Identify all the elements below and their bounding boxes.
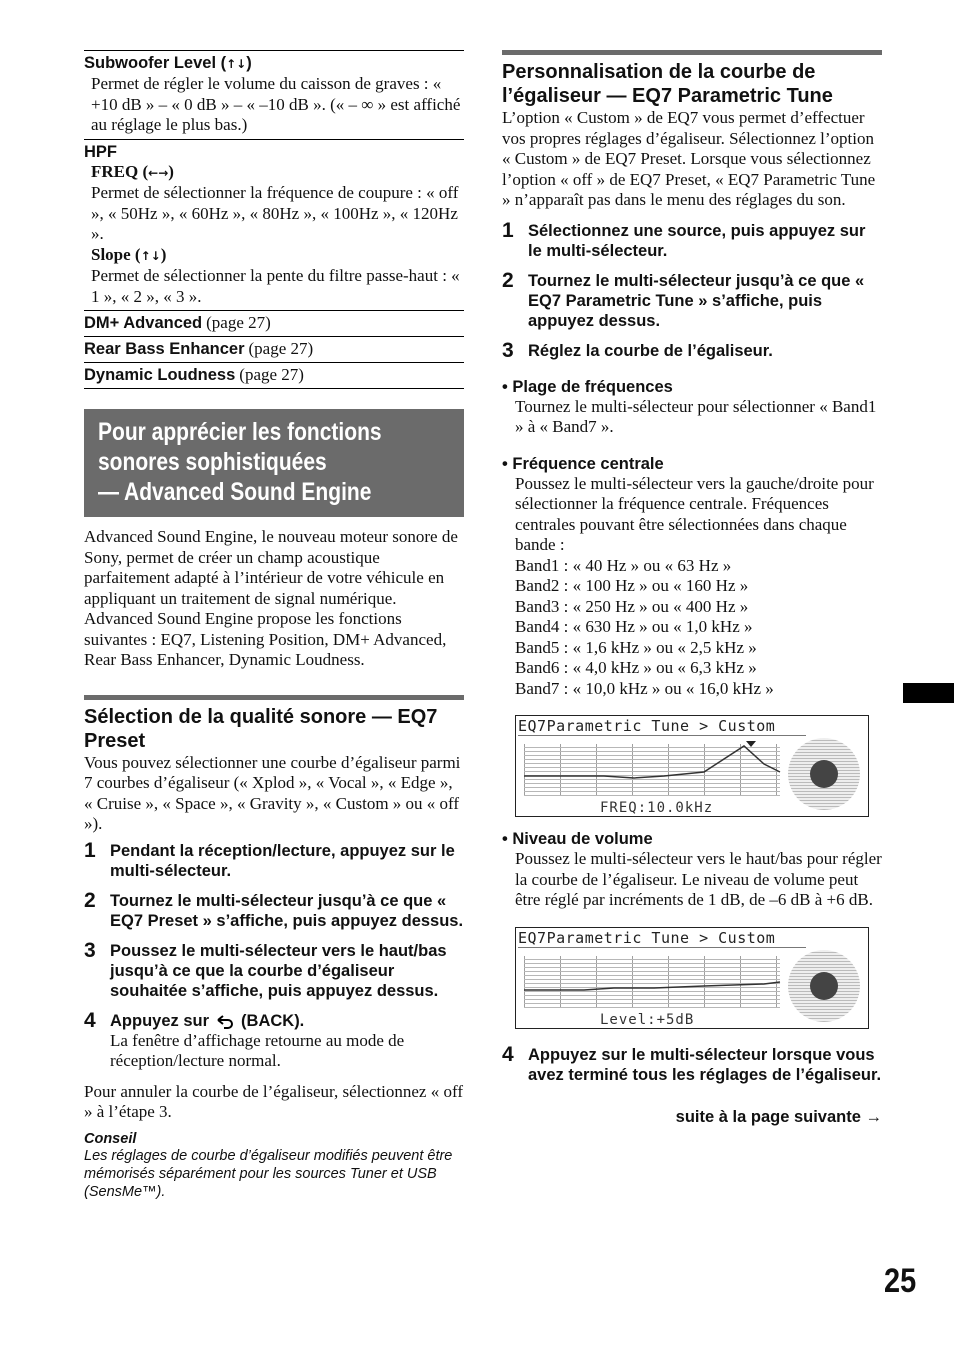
list-item: Band7 : « 10,0 kHz » ou « 16,0 kHz » [515, 678, 774, 698]
eq7-preset-intro: Vous pouvez sélectionner une courbe d’égaliseur parmi 7 courbes d’égaliseur (« Xplod », « Vocal », « Edge », « Cruise », « Space », « Gravity », « Custom » ou « off »). [84, 752, 461, 833]
table-row-dm [84, 310, 464, 336]
paren-close: ) [168, 161, 174, 181]
lcd-title: EQ7Parametric Tune > Custom [518, 929, 806, 948]
bullet-text: Poussez le multi-sélecteur vers la gauche/droite pour sélectionner la fréquence centrale. Fréquences centrales pouvant être sélectionnées dans chaque bande : [515, 473, 874, 554]
eq7-preset-heading: Sélection de la qualité sonore — EQ7 Preset [84, 695, 464, 753]
step-number: 4 [84, 1008, 96, 1032]
table-row-dl [84, 362, 464, 389]
step-number: 2 [502, 268, 514, 292]
section-tab-marker [903, 683, 954, 703]
step [502, 338, 882, 362]
lcd-footer: FREQ:10.0kHz [600, 800, 714, 816]
step-text: Sélectionnez une source, puis appuyez sur le multi-sélecteur. [528, 221, 866, 260]
up-down-arrow-icon: ↑↓ [226, 57, 247, 71]
list-item: Band6 : « 4,0 kHz » ou « 6,3 kHz » [515, 658, 757, 677]
bullet-title: • Niveau de volume [502, 830, 653, 848]
step-number: 4 [502, 1042, 514, 1066]
tip-text: Les réglages de courbe d’égaliseur modifiés peuvent être mémorisés séparément pour les sources Tuner et USB (SensMe™). [84, 1147, 453, 1200]
dm-title: DM+ Advanced [84, 314, 203, 332]
step-text: Poussez le multi-sélecteur vers le haut/bas jusqu’à ce que la courbe d’égaliseur souhaitée s’affiche, puis appuyez dessus. [110, 941, 447, 1000]
list-item: Band3 : « 250 Hz » ou « 400 Hz » [515, 596, 749, 616]
step [502, 268, 882, 331]
list-item: Band1 : « 40 Hz » ou « 63 Hz » [515, 555, 732, 575]
slope-description: Permet de sélectionner la pente du filtre passe-haut : « 1 », « 2 », « 3 ». [91, 266, 460, 306]
tip-title: Conseil [84, 1130, 137, 1147]
step [84, 938, 464, 1001]
table-row-rbe [84, 336, 464, 362]
step-text: (BACK). [241, 1011, 305, 1030]
step-number: 1 [502, 218, 514, 242]
table-row-hpf [84, 139, 464, 311]
step-text: Appuyez sur le multi-sélecteur lorsque vous avez terminé tous les réglages de l’égaliseur. [528, 1045, 882, 1084]
paren-close: ) [160, 244, 167, 264]
up-down-arrow-icon: ↑↓ [140, 248, 161, 263]
intro-paragraph: Advanced Sound Engine, le nouveau moteur sonore de Sony, permet de créer un champ acoustique parfaitement adapté à l’intérieur de votre véhicule en appliquant un traitement de signal numérique. Advanced Sound Engine propose les fonctions suivantes : EQ7, Listening Position, DM+ Advanced, Rear Bass Enhancer, Dynamic Loudness. [84, 527, 458, 669]
lcd-footer: Level:+5dB [600, 1011, 695, 1028]
page-ref: (page 27) [206, 313, 271, 332]
page-ref: (page 27) [248, 339, 314, 358]
eq7-tune-heading: Personnalisation de la courbe de l’égaliseur — EQ7 Parametric Tune [502, 50, 882, 108]
banner-line: — Advanced Sound Engine [98, 478, 372, 506]
lcd-title: EQ7Parametric Tune > Custom [518, 717, 806, 736]
table-row-subwoofer [84, 50, 464, 139]
back-icon [215, 1015, 235, 1029]
right-column [502, 50, 882, 1127]
freq-description: Permet de sélectionner la fréquence de coupure : « off », « 50Hz », « 60Hz », « 80Hz », « 100Hz », « 120Hz ». [91, 183, 459, 243]
banner-line: Pour apprécier les fonctions [98, 418, 382, 446]
list-item: Band4 : « 630 Hz » ou « 1,0 kHz » [515, 617, 753, 636]
page-ref: (page 27) [239, 365, 304, 384]
multi-selector-icon [788, 738, 860, 810]
continued-note: suite à la page suivante → [675, 1107, 882, 1126]
freq-label: FREQ ( [91, 161, 149, 181]
section-banner [84, 409, 464, 517]
left-column [84, 50, 464, 1201]
step [84, 838, 464, 881]
rbe-title: Rear Bass Enhancer [84, 340, 245, 358]
page-number: 25 [884, 1262, 917, 1300]
left-right-arrow-icon: ←→ [148, 165, 169, 180]
step [502, 218, 882, 261]
multi-selector-icon [788, 950, 860, 1022]
step-text: Tournez le multi-sélecteur jusqu’à ce que « EQ7 Parametric Tune » s’affiche, puis appuyez dessus. [528, 271, 865, 330]
step-text: Tournez le multi-sélecteur jusqu’à ce que « EQ7 Preset » s’affiche, puis appuyez dessus. [110, 891, 464, 930]
step-note: La fenêtre d’affichage retourne au mode de réception/lecture normal. [110, 1030, 405, 1070]
step [84, 888, 464, 931]
dl-title: Dynamic Loudness [84, 366, 236, 384]
paren-close: ) [246, 54, 252, 72]
bullet-text: Poussez le multi-sélecteur vers le haut/bas pour régler la courbe de l’égaliseur. Le niveau de volume peut être réglé par incréments de 1 dB, de –6 dB à +6 dB. [515, 849, 882, 909]
lcd-display-level [515, 927, 869, 1029]
step-number: 2 [84, 888, 96, 912]
step [502, 1042, 882, 1085]
eq7-tune-intro: L’option « Custom » de EQ7 vous permet d’effectuer vos propres réglages d’égaliseur. Sélectionnez l’option « Custom » de EQ7 Preset. Lorsque vous sélectionnez l’option « off » de EQ7 Preset, « EQ7 Parametric Tune » n’apparaît pas dans le menu des réglages du son. [502, 108, 876, 209]
banner-line: sonores sophistiquées [98, 448, 327, 476]
step-text: Appuyez sur [110, 1011, 210, 1030]
subwoofer-title: Subwoofer Level ( [84, 54, 227, 72]
list-item: Band5 : « 1,6 kHz » ou « 2,5 kHz » [515, 637, 757, 657]
step-number: 3 [502, 338, 514, 362]
bullet-text: Tournez le multi-sélecteur pour sélectionner « Band1 » à « Band7 ». [515, 396, 877, 436]
lcd-display-freq [515, 715, 869, 817]
bullet-title: • Fréquence centrale [502, 454, 664, 473]
step [84, 1008, 464, 1072]
band-list [515, 556, 882, 700]
step-number: 3 [84, 938, 96, 962]
step-text: Réglez la courbe de l’égaliseur. [528, 341, 773, 360]
step-number: 1 [84, 838, 96, 862]
hpf-title: HPF [84, 142, 117, 161]
cancel-note: Pour annuler la courbe de l’égaliseur, sélectionnez « off » à l’étape 3. [84, 1081, 463, 1121]
subwoofer-description: Permet de régler le volume du caisson de graves : « +10 dB » – « 0 dB » – « –10 dB ». (« – ∞ » est affiché au réglage le plus bas.) [91, 74, 461, 134]
slope-label: Slope ( [91, 244, 141, 264]
list-item: Band2 : « 100 Hz » ou « 160 Hz » [515, 576, 749, 595]
step-text: Pendant la réception/lecture, appuyez sur le multi-sélecteur. [110, 841, 455, 880]
bullet-title: • Plage de fréquences [502, 377, 673, 396]
